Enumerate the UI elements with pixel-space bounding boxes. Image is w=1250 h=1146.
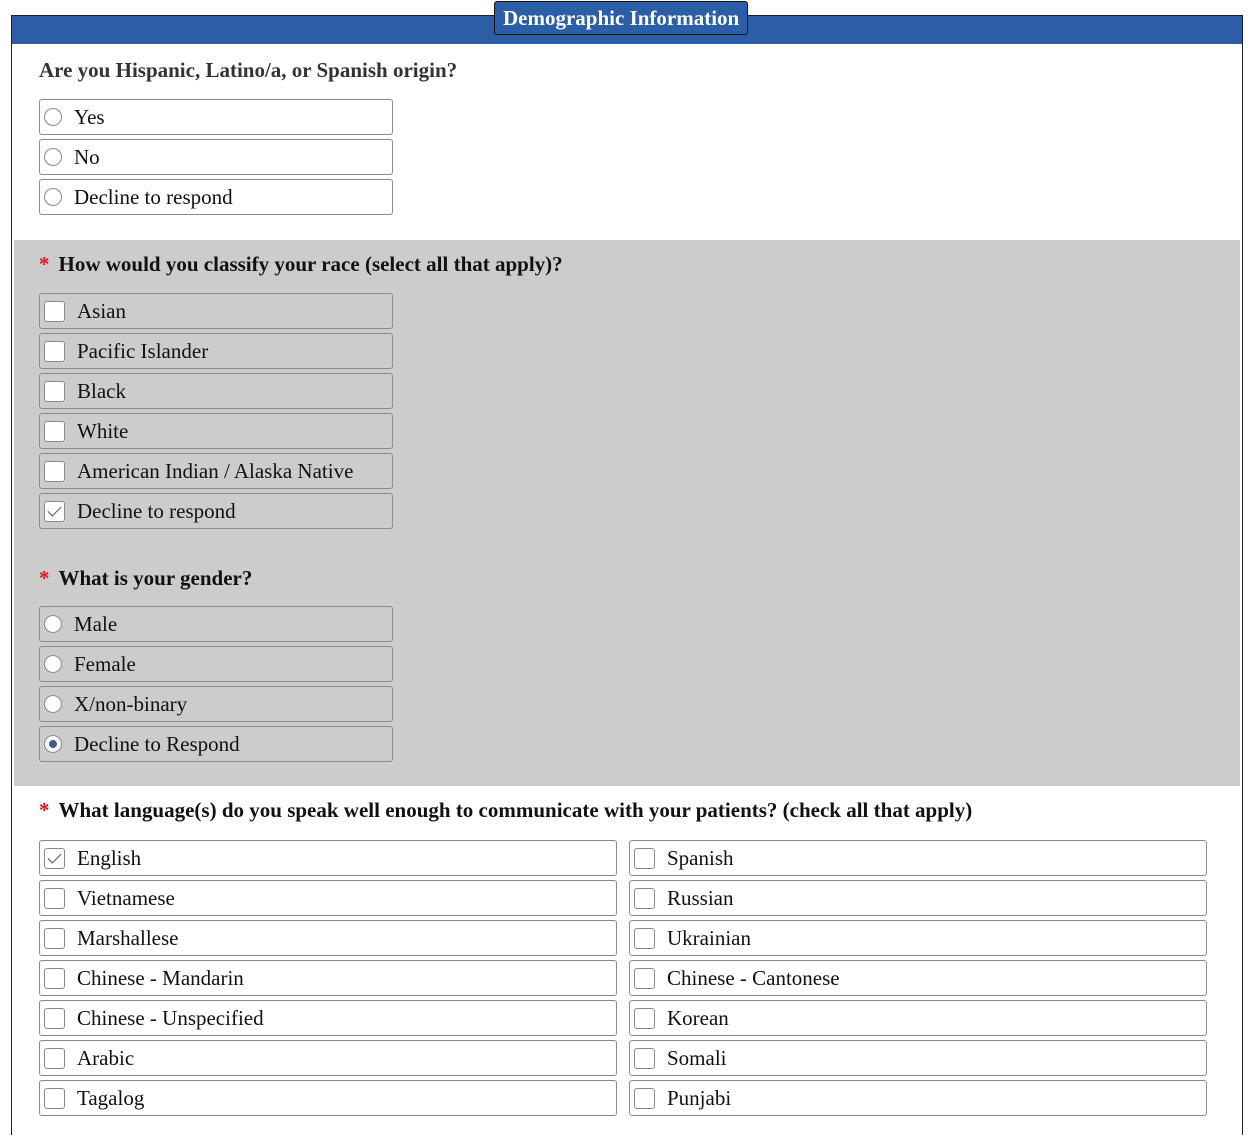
language-option-punjabi[interactable] xyxy=(629,1080,1207,1116)
language-option-korean[interactable] xyxy=(629,1000,1207,1036)
radio-button[interactable] xyxy=(44,655,62,673)
required-asterisk: * xyxy=(39,798,50,822)
race-question-text: How would you classify your race (select all that apply)? xyxy=(58,252,563,276)
option-label: Ukrainian xyxy=(667,925,751,950)
language-option-english[interactable] xyxy=(39,840,617,876)
option-label: Female xyxy=(74,651,136,676)
checkbox[interactable] xyxy=(44,968,65,989)
checkbox[interactable] xyxy=(44,1008,65,1029)
radio-button[interactable] xyxy=(44,148,62,166)
option-label: White xyxy=(77,418,129,443)
hispanic-question: Are you Hispanic, Latino/a, or Spanish origin? xyxy=(39,58,458,82)
option-label: Somali xyxy=(667,1045,727,1070)
option-label: Tagalog xyxy=(77,1085,145,1110)
option-label: Black xyxy=(77,378,126,403)
language-option-arabic[interactable] xyxy=(39,1040,617,1076)
language-option-tagalog[interactable] xyxy=(39,1080,617,1116)
gender-question xyxy=(39,566,252,590)
gender-option-x-non-binary[interactable] xyxy=(39,686,393,722)
language-option-chinese-mandarin[interactable] xyxy=(39,960,617,996)
gender-question-text: What is your gender? xyxy=(58,566,253,590)
language-option-russian[interactable] xyxy=(629,880,1207,916)
checkbox[interactable] xyxy=(44,888,65,909)
demographic-fieldset xyxy=(11,6,1243,1135)
language-option-chinese-cantonese[interactable] xyxy=(629,960,1207,996)
checkbox[interactable] xyxy=(44,381,65,402)
required-asterisk: * xyxy=(39,252,50,276)
race-option-white[interactable] xyxy=(39,413,393,449)
radio-button[interactable] xyxy=(44,188,62,206)
gender-option-decline-to-respond[interactable] xyxy=(39,726,393,762)
race-option-american-indian-alaska-native[interactable] xyxy=(39,453,393,489)
radio-button[interactable] xyxy=(44,695,62,713)
option-label: Marshallese xyxy=(77,925,179,950)
language-section xyxy=(14,786,1240,1146)
option-label: American Indian / Alaska Native xyxy=(77,458,354,483)
language-option-chinese-unspecified[interactable] xyxy=(39,1000,617,1036)
checkbox[interactable] xyxy=(44,928,65,949)
hispanic-option-decline-to-respond[interactable] xyxy=(39,179,393,215)
option-label: Decline to respond xyxy=(74,184,233,209)
option-label: X/non-binary xyxy=(74,691,188,716)
required-asterisk: * xyxy=(39,566,50,590)
language-question xyxy=(39,798,972,822)
checkbox[interactable] xyxy=(634,1048,655,1069)
race-gender-section xyxy=(14,240,1240,786)
option-label: Russian xyxy=(667,885,734,910)
checkbox[interactable] xyxy=(44,1048,65,1069)
option-label: Chinese - Cantonese xyxy=(667,965,840,990)
race-question xyxy=(39,252,563,276)
language-option-somali[interactable] xyxy=(629,1040,1207,1076)
option-label: No xyxy=(74,144,100,169)
gender-option-male[interactable] xyxy=(39,606,393,642)
checkbox[interactable] xyxy=(634,968,655,989)
hispanic-option-no[interactable] xyxy=(39,139,393,175)
checkbox[interactable] xyxy=(44,421,65,442)
option-label: Decline to Respond xyxy=(74,731,240,756)
checkbox[interactable] xyxy=(44,301,65,322)
option-label: Vietnamese xyxy=(77,885,175,910)
option-label: Korean xyxy=(667,1005,729,1030)
language-question-text: What language(s) do you speak well enough to communicate with your patients? (check all that apply) xyxy=(58,798,973,822)
option-label: Spanish xyxy=(667,845,734,870)
option-label: Chinese - Mandarin xyxy=(77,965,244,990)
race-option-asian[interactable] xyxy=(39,293,393,329)
checkbox[interactable] xyxy=(634,928,655,949)
option-label: Decline to respond xyxy=(77,498,236,523)
hispanic-option-yes[interactable] xyxy=(39,99,393,135)
gender-option-female[interactable] xyxy=(39,646,393,682)
option-label: Chinese - Unspecified xyxy=(77,1005,264,1030)
option-label: Asian xyxy=(77,298,126,323)
option-label: English xyxy=(77,845,142,870)
race-option-pacific-islander[interactable] xyxy=(39,333,393,369)
checkbox[interactable] xyxy=(634,1088,655,1109)
checkbox[interactable] xyxy=(44,1088,65,1109)
option-label: Pacific Islander xyxy=(77,338,209,363)
section-title: Demographic Information xyxy=(494,1,748,35)
hispanic-section xyxy=(14,44,1240,240)
option-label: Yes xyxy=(74,104,105,129)
option-label: Male xyxy=(74,611,118,636)
radio-button[interactable] xyxy=(44,108,62,126)
checkbox[interactable] xyxy=(44,501,65,522)
checkbox[interactable] xyxy=(634,888,655,909)
language-option-ukrainian[interactable] xyxy=(629,920,1207,956)
language-option-marshallese[interactable] xyxy=(39,920,617,956)
checkbox[interactable] xyxy=(44,341,65,362)
radio-button[interactable] xyxy=(44,615,62,633)
language-option-spanish[interactable] xyxy=(629,840,1207,876)
checkbox[interactable] xyxy=(634,1008,655,1029)
checkbox[interactable] xyxy=(44,848,65,869)
checkbox[interactable] xyxy=(634,848,655,869)
checkbox[interactable] xyxy=(44,461,65,482)
race-option-black[interactable] xyxy=(39,373,393,409)
radio-button[interactable] xyxy=(44,735,62,753)
option-label: Arabic xyxy=(77,1045,135,1070)
option-label: Punjabi xyxy=(667,1085,732,1110)
language-option-vietnamese[interactable] xyxy=(39,880,617,916)
race-option-decline-to-respond[interactable] xyxy=(39,493,393,529)
